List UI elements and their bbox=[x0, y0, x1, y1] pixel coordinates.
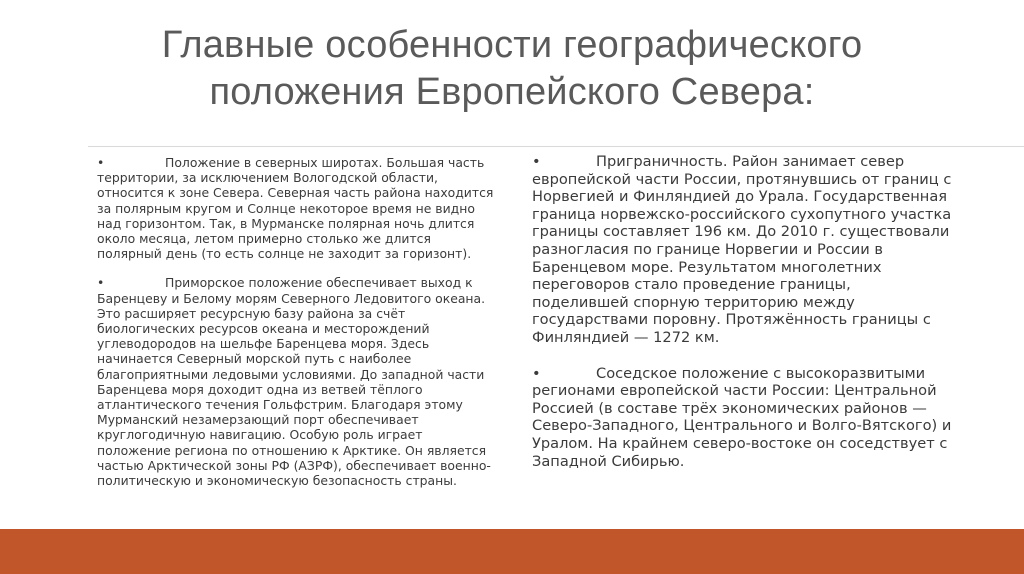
left-paragraph-2 bbox=[97, 275, 495, 488]
slide-title: Главные особенности географического положения Европейского Севера: bbox=[161, 24, 863, 113]
bullet-icon: • bbox=[532, 364, 541, 382]
bullet-icon: • bbox=[97, 275, 105, 291]
footer-accent-bar bbox=[0, 529, 1024, 574]
bullet-icon: • bbox=[97, 155, 105, 170]
right-paragraph-2 bbox=[532, 365, 952, 471]
left-paragraph-2-text: Приморское положение обеспечивает выход к Баренцеву и Белому морям Северного Ледовитого океана. Это расширяет ресурсную базу района за счёт биологических ресурсов океана и месторождений углеводородов на шельфе Баренцева моря. Здесь начинается Северный морской путь с наиболее благоприятными ледовыми условиями. До западной части Баренцева моря доходит одна из ветвей тёплого атлантического течения Гольфстрим. Благодаря этому Мурманский незамерзающий порт обеспечивает круглогодичную навигацию. Особую роль играет положение региона по отношению к Арктике. Он является частью Арктической зоны РФ (АЗРФ), обеспечивает военно-политическую и экономическую безопасность страны. bbox=[97, 275, 491, 489]
title-divider bbox=[88, 146, 1024, 147]
right-paragraph-1 bbox=[532, 153, 952, 347]
right-column bbox=[532, 153, 952, 488]
right-paragraph-2-text: Соседское положение с высокоразвитыми регионами европейской части России: Центральной Россией (в составе трёх экономических районов — Северо-Западного, Центрального и Волго-Вятского) и Уралом. На крайнем северо-востоке он соседствует с Западной Сибирью. bbox=[532, 364, 952, 470]
left-column bbox=[97, 155, 495, 502]
right-paragraph-1-text: Приграничность. Район занимает север европейской части России, протянувшись от границ с Норвегией и Финляндией до Урала. Государственная граница норвежско-российского сухопутного участка границы составляет 196 км. До 2010 г. существовали разногласия по границе Норвегии и России в Баренцевом море. Результатом многолетних переговоров стало проведение границы, поделившей спорную территорию между государствами поровну. Протяжённость границы с Финляндией — 1272 км. bbox=[532, 153, 952, 346]
left-paragraph-1-text: Положение в северных широтах. Большая часть территории, за исключением Вологодской области, относится к зоне Севера. Северная часть района находится за полярным кругом и Солнце некоторое время не видно над горизонтом. Так, в Мурманске полярная ночь длится около месяца, летом примерно столько же длится полярный день (то есть солнце не заходит за горизонт). bbox=[97, 155, 494, 262]
left-paragraph-1 bbox=[97, 155, 495, 261]
bullet-icon: • bbox=[532, 153, 541, 170]
